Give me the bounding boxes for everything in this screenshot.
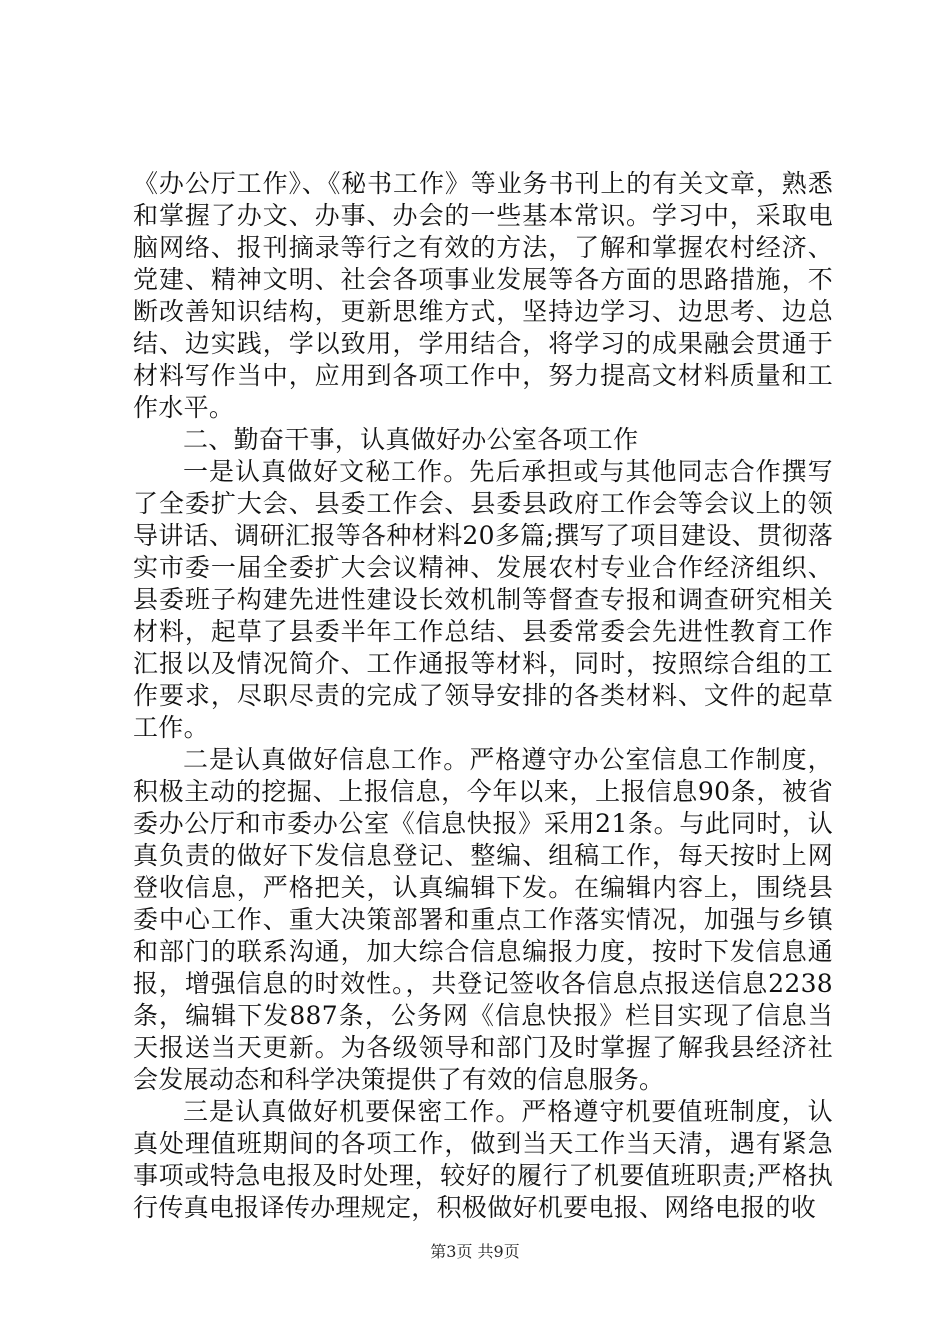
paragraph-information-work: 二是认真做好信息工作。严格遵守办公室信息工作制度，积极主动的挖掘、上报信息，今年以来，上报信息90条，被省委办公厅和市委办公室《信息快报》采用21条。与此同时，认真负责的做好下发信息登记、整编、组稿工作，每天按时上网登收信息，严格把关，认真编辑下发。在编辑内容上，围绕县委中心工作、重大决策部署和重点工作落实情况，加强与乡镇和部门的联系沟通，加大综合信息编报力度，按时下发信息通报，增强信息的时效性。，共登记签收各信息点报送信息2238条，编辑下发887条，公务网《信息快报》栏目实现了信息当天报送当天更新。为各级领导和部门及时掌握了解我县经济社会发展动态和科学决策提供了有效的信息服务。	[133, 745, 833, 1094]
paragraph-confidential-work: 三是认真做好机要保密工作。严格遵守机要值班制度，认真处理值班期间的各项工作，做到当天工作当天清，遇有紧急事项或特急电报及时处理，较好的履行了机要值班职责;严格执行传真电报译传办理规定，积极做好机要电报、网络电报的收	[133, 1097, 833, 1222]
section-heading-two: 二、勤奋干事，认真做好办公室各项工作	[183, 425, 639, 454]
page-number-footer: 第3页 共9页	[430, 1242, 520, 1261]
paragraph-study-continued: 《办公厅工作》、《秘书工作》等业务书刊上的有关文章，熟悉和掌握了办文、办事、办会的一些基本常识。学习中，采取电脑网络、报刊摘录等行之有效的方法，了解和掌握农村经济、党建、精神文明、社会各项事业发展等各方面的思路措施，不断改善知识结构，更新思维方式，坚持边学习、边思考、边总结、边实践，学以致用，学用结合，将学习的成果融会贯通于材料写作当中，应用到各项工作中，努力提高文材料质量和工作水平。	[133, 169, 833, 422]
paragraph-secretarial-work: 一是认真做好文秘工作。先后承担或与其他同志合作撰写了全委扩大会、县委工作会、县委县政府工作会等会议上的领导讲话、调研汇报等各种材料20多篇;撰写了项目建设、贯彻落实市委一届全委扩大会议精神、发展农村专业合作经济组织、县委班子构建先进性建设长效机制等督查专报和调查研究相关材料，起草了县委半年工作总结、县委常委会先进性教育工作汇报以及情况简介、工作通报等材料，同时，按照综合组的工作要求，尽职尽责的完成了领导安排的各类材料、文件的起草工作。	[133, 457, 833, 742]
document-body	[133, 168, 833, 1224]
